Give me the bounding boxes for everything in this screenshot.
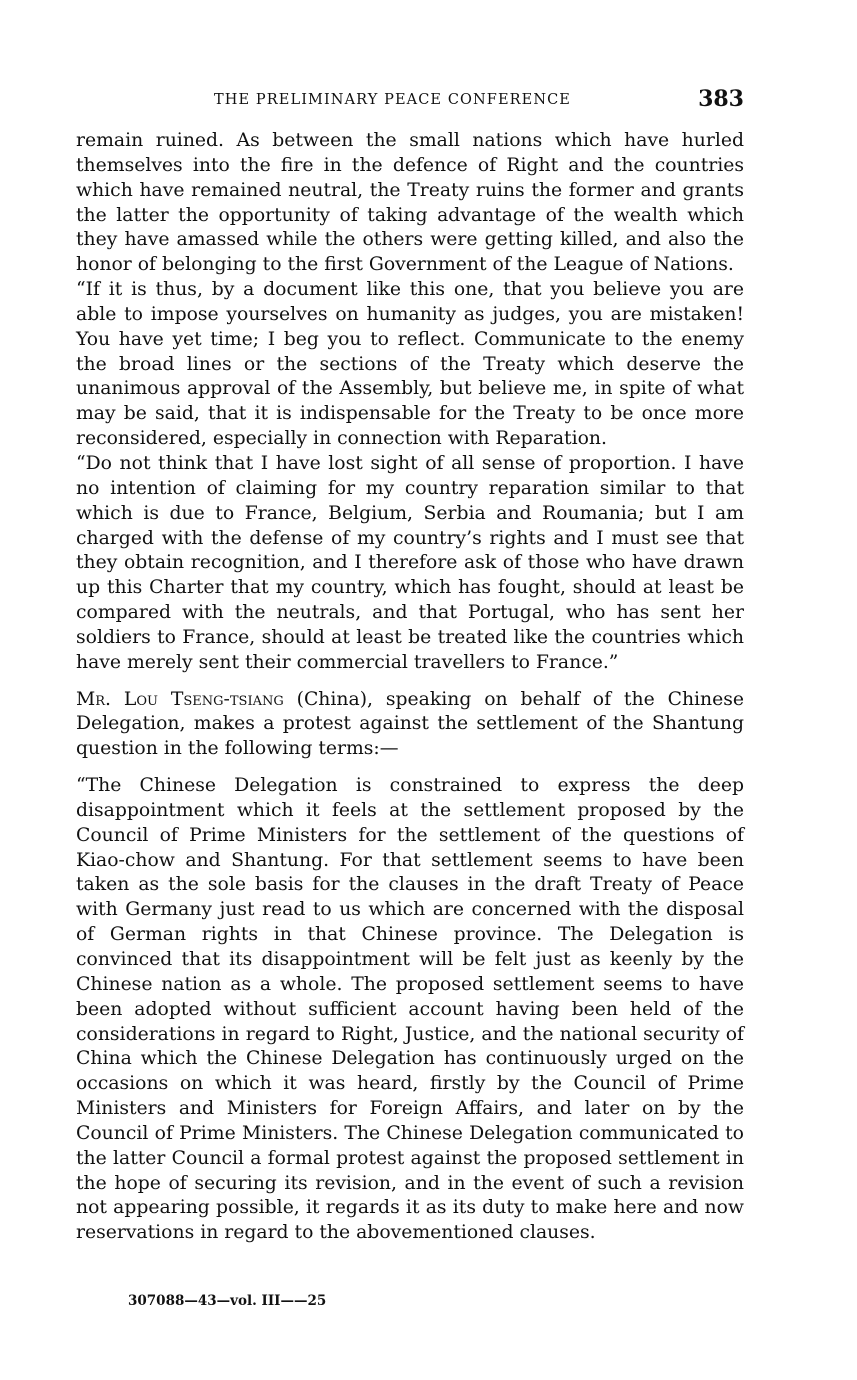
- speaker-name: Mr. Lou Tseng-tsiang: [76, 688, 284, 710]
- running-title: THE PRELIMINARY PEACE CONFERENCE: [214, 92, 571, 108]
- page-number: 383: [698, 86, 744, 112]
- paragraph-gap: [76, 762, 744, 774]
- paragraph-continuation: remain ruined. As between the small nations which have hurled themselves into the fire in the defence of Right and the countries which have remained neutral, the Treaty ruins the former and grants the latter the opportunity of taking advantage of the wealth which they have amassed while the others were getting killed, and also the honor of belonging to the first Government of the League of Nations.: [76, 130, 744, 276]
- paragraph-quote-humanity: “If it is thus, by a document like this one, that you believe you are able to impose yourselves on humanity as judges, you are mistaken! You have yet time; I beg you to reflect. Communicate to the enemy the broad lines or the sections of the Treaty which deserve the unanimous approval of the Assembly, but believe me, in spite of what may be said, that it is indispensable for the Treaty to be once more reconsidered, especially in connection with Reparation.: [76, 279, 744, 450]
- print-code: 307088—43—vol. III——25: [128, 1293, 327, 1309]
- body-text: [76, 129, 744, 1246]
- paragraph-quote-proportion: “Do not think that I have lost sight of all sense of proportion. I have no intention of claiming for my country reparation similar to that which is due to France, Belgium, Serbia and Roumania; but I am charged with the defense of my country’s rights and I must see that they obtain recognition, and I therefore ask of those who have drawn up this Charter that my country, which has fought, should at least be compared with the neutrals, and that Portugal, who has sent her soldiers to France, should at least be treated like the countries which have merely sent their commercial travellers to France.”: [76, 452, 744, 673]
- paragraph-speaker-intro: [76, 688, 744, 763]
- paragraph-chinese-protest: “The Chinese Delegation is constrained to express the deep disappointment which it feels at the settlement proposed by the Council of Prime Ministers for the settlement of the questions of Kiao-chow and Shantung. For that settlement seems to have been taken as the sole basis for the clauses in the draft Treaty of Peace with Germany just read to us which are concerned with the disposal of German rights in that Chinese province. The Delegation is convinced that its disappointment will be felt just as keenly by the Chinese nation as a whole. The proposed settlement seems to have been adopted without sufficient account having been held of the considerations in regard to Right, Justice, and the national security of China which the Chinese Delegation has continuously urged on the occasions on which it was heard, firstly by the Council of Prime Ministers and Ministers for Foreign Affairs, and later on by the Council of Prime Ministers. The Chinese Delegation communicated to the latter Council a formal protest against the proposed settlement in the hope of securing its revision, and in the event of such a revision not appearing possible, it regards it as its duty to make here and now reservations in regard to the abovementioned clauses.: [76, 775, 744, 1244]
- speaker-intro-text: (China), speaking on behalf of the Chinese Delegation, makes a protest against the settlement of the Shantung question in the following terms:—: [76, 688, 745, 760]
- paragraph-gap: [76, 676, 744, 688]
- running-header: [76, 88, 744, 114]
